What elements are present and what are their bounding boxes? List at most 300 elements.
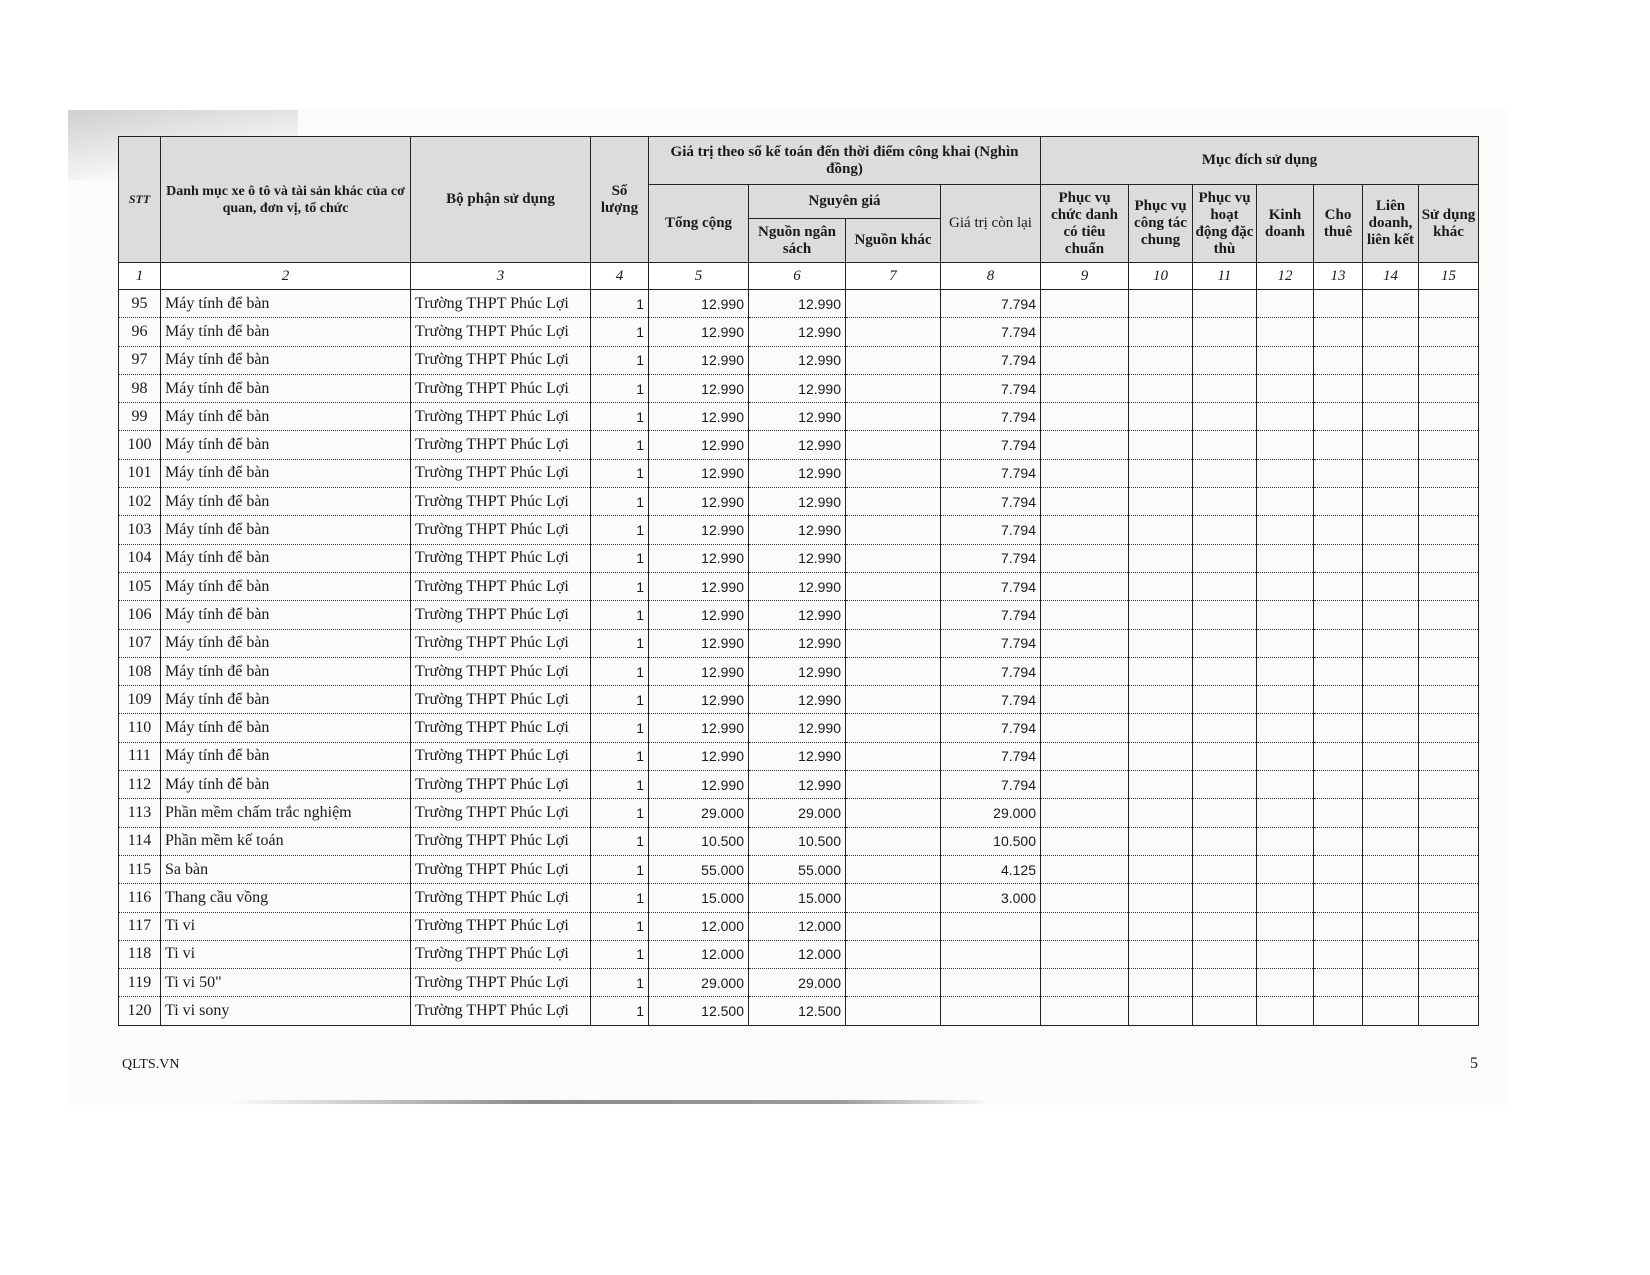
row-purpose-cell — [1041, 771, 1129, 799]
row-department: Trường THPT Phúc Lợi — [411, 912, 591, 940]
row-purpose-cell — [1419, 884, 1479, 912]
row-other-source — [846, 912, 941, 940]
row-budget-source: 12.990 — [749, 714, 846, 742]
row-stt: 109 — [119, 686, 161, 714]
row-total: 29.000 — [649, 969, 749, 997]
row-purpose-cell — [1257, 940, 1314, 968]
row-quantity: 1 — [591, 459, 649, 487]
row-stt: 119 — [119, 969, 161, 997]
row-purpose-cell — [1193, 488, 1257, 516]
row-quantity: 1 — [591, 657, 649, 685]
column-number: 8 — [941, 263, 1041, 290]
row-purpose-cell — [1314, 714, 1363, 742]
row-total: 29.000 — [649, 799, 749, 827]
row-quantity: 1 — [591, 374, 649, 402]
row-stt: 120 — [119, 997, 161, 1025]
row-purpose-cell — [1193, 629, 1257, 657]
row-budget-source: 10.500 — [749, 827, 846, 855]
row-department: Trường THPT Phúc Lợi — [411, 884, 591, 912]
row-purpose-cell — [1419, 799, 1479, 827]
row-purpose-cell — [1129, 686, 1193, 714]
row-purpose-cell — [1363, 884, 1419, 912]
row-department: Trường THPT Phúc Lợi — [411, 855, 591, 883]
row-purpose-cell — [1314, 742, 1363, 770]
row-stt: 103 — [119, 516, 161, 544]
row-remaining-value: 7.794 — [941, 572, 1041, 600]
row-remaining-value: 7.794 — [941, 459, 1041, 487]
row-purpose-cell — [1363, 771, 1419, 799]
row-purpose-cell — [1314, 346, 1363, 374]
row-purpose-cell — [1257, 346, 1314, 374]
table-row — [119, 771, 1479, 799]
row-purpose-cell — [1419, 742, 1479, 770]
row-purpose-cell — [1193, 771, 1257, 799]
row-remaining-value: 7.794 — [941, 657, 1041, 685]
row-purpose-cell — [1129, 742, 1193, 770]
row-department: Trường THPT Phúc Lợi — [411, 318, 591, 346]
row-purpose-cell — [1314, 318, 1363, 346]
row-department: Trường THPT Phúc Lợi — [411, 572, 591, 600]
row-purpose-cell — [1419, 459, 1479, 487]
column-number: 13 — [1314, 263, 1363, 290]
row-stt: 115 — [119, 855, 161, 883]
header-quantity: Số lượng — [591, 137, 649, 263]
row-department: Trường THPT Phúc Lợi — [411, 827, 591, 855]
row-asset-name: Máy tính để bàn — [161, 686, 411, 714]
row-stt: 110 — [119, 714, 161, 742]
row-purpose-cell — [1193, 346, 1257, 374]
row-purpose-cell — [1041, 855, 1129, 883]
row-purpose-cell — [1363, 714, 1419, 742]
row-purpose-cell — [1193, 884, 1257, 912]
row-other-source — [846, 318, 941, 346]
row-budget-source: 12.000 — [749, 912, 846, 940]
row-other-source — [846, 346, 941, 374]
row-other-source — [846, 884, 941, 912]
row-purpose-cell — [1314, 940, 1363, 968]
row-purpose-cell — [1363, 799, 1419, 827]
row-purpose-cell — [1041, 318, 1129, 346]
row-stt: 97 — [119, 346, 161, 374]
row-purpose-cell — [1193, 940, 1257, 968]
row-remaining-value: 3.000 — [941, 884, 1041, 912]
row-purpose-cell — [1257, 459, 1314, 487]
row-purpose-cell — [1129, 771, 1193, 799]
column-number: 10 — [1129, 263, 1193, 290]
row-purpose-cell — [1129, 516, 1193, 544]
row-other-source — [846, 403, 941, 431]
row-quantity: 1 — [591, 855, 649, 883]
header-purpose-joint: Liên doanh, liên kết — [1363, 185, 1419, 263]
column-number: 11 — [1193, 263, 1257, 290]
row-purpose-cell — [1257, 629, 1314, 657]
row-department: Trường THPT Phúc Lợi — [411, 742, 591, 770]
row-purpose-cell — [1363, 544, 1419, 572]
row-remaining-value: 7.794 — [941, 318, 1041, 346]
row-total: 12.990 — [649, 601, 749, 629]
column-number: 12 — [1257, 263, 1314, 290]
row-other-source — [846, 516, 941, 544]
row-purpose-cell — [1363, 969, 1419, 997]
row-stt: 105 — [119, 572, 161, 600]
row-total: 10.500 — [649, 827, 749, 855]
row-department: Trường THPT Phúc Lợi — [411, 629, 591, 657]
table-row — [119, 940, 1479, 968]
row-purpose-cell — [1314, 431, 1363, 459]
header-purpose-group: Mục đích sử dụng — [1041, 137, 1479, 185]
row-purpose-cell — [1257, 714, 1314, 742]
row-purpose-cell — [1041, 601, 1129, 629]
row-purpose-cell — [1363, 601, 1419, 629]
row-department: Trường THPT Phúc Lợi — [411, 346, 591, 374]
row-remaining-value: 7.794 — [941, 403, 1041, 431]
row-purpose-cell — [1257, 827, 1314, 855]
row-quantity: 1 — [591, 997, 649, 1025]
row-purpose-cell — [1129, 459, 1193, 487]
row-other-source — [846, 657, 941, 685]
row-asset-name: Máy tính để bàn — [161, 771, 411, 799]
row-total: 12.990 — [649, 431, 749, 459]
row-asset-name: Máy tính để bàn — [161, 601, 411, 629]
row-purpose-cell — [1193, 601, 1257, 629]
header-total: Tổng cộng — [649, 185, 749, 263]
row-remaining-value — [941, 940, 1041, 968]
row-remaining-value — [941, 997, 1041, 1025]
row-total: 12.990 — [649, 346, 749, 374]
row-purpose-cell — [1363, 912, 1419, 940]
table-row — [119, 403, 1479, 431]
row-purpose-cell — [1314, 290, 1363, 318]
table-row — [119, 488, 1479, 516]
row-purpose-cell — [1041, 714, 1129, 742]
row-stt: 100 — [119, 431, 161, 459]
row-purpose-cell — [1257, 601, 1314, 629]
row-purpose-cell — [1129, 601, 1193, 629]
row-purpose-cell — [1129, 403, 1193, 431]
table-row — [119, 318, 1479, 346]
row-purpose-cell — [1314, 884, 1363, 912]
row-total: 12.500 — [649, 997, 749, 1025]
row-department: Trường THPT Phúc Lợi — [411, 686, 591, 714]
row-purpose-cell — [1363, 742, 1419, 770]
row-purpose-cell — [1314, 629, 1363, 657]
row-purpose-cell — [1257, 374, 1314, 402]
row-purpose-cell — [1419, 488, 1479, 516]
row-purpose-cell — [1041, 827, 1129, 855]
row-department: Trường THPT Phúc Lợi — [411, 969, 591, 997]
table-row — [119, 601, 1479, 629]
row-other-source — [846, 431, 941, 459]
table-row — [119, 912, 1479, 940]
row-purpose-cell — [1129, 827, 1193, 855]
row-quantity: 1 — [591, 516, 649, 544]
row-other-source — [846, 771, 941, 799]
row-asset-name: Phần mềm chấm trắc nghiệm — [161, 799, 411, 827]
table-row — [119, 714, 1479, 742]
row-purpose-cell — [1363, 488, 1419, 516]
row-budget-source: 12.990 — [749, 572, 846, 600]
row-budget-source: 12.990 — [749, 290, 846, 318]
row-purpose-cell — [1257, 431, 1314, 459]
row-asset-name: Máy tính để bàn — [161, 459, 411, 487]
row-purpose-cell — [1363, 686, 1419, 714]
row-department: Trường THPT Phúc Lợi — [411, 601, 591, 629]
row-budget-source: 29.000 — [749, 969, 846, 997]
row-department: Trường THPT Phúc Lợi — [411, 290, 591, 318]
row-budget-source: 12.990 — [749, 459, 846, 487]
row-asset-name: Thang cầu vồng — [161, 884, 411, 912]
row-purpose-cell — [1129, 544, 1193, 572]
row-quantity: 1 — [591, 290, 649, 318]
row-purpose-cell — [1314, 459, 1363, 487]
row-purpose-cell — [1129, 799, 1193, 827]
row-purpose-cell — [1363, 827, 1419, 855]
row-purpose-cell — [1041, 912, 1129, 940]
row-budget-source: 12.990 — [749, 601, 846, 629]
row-purpose-cell — [1257, 742, 1314, 770]
row-purpose-cell — [1129, 318, 1193, 346]
row-budget-source: 12.990 — [749, 488, 846, 516]
row-stt: 118 — [119, 940, 161, 968]
row-budget-source: 12.990 — [749, 346, 846, 374]
row-purpose-cell — [1257, 290, 1314, 318]
row-purpose-cell — [1363, 346, 1419, 374]
row-asset-name: Máy tính để bàn — [161, 629, 411, 657]
row-purpose-cell — [1257, 516, 1314, 544]
row-budget-source: 12.500 — [749, 997, 846, 1025]
row-remaining-value: 7.794 — [941, 374, 1041, 402]
row-purpose-cell — [1314, 572, 1363, 600]
row-purpose-cell — [1257, 686, 1314, 714]
row-total: 12.990 — [649, 459, 749, 487]
row-remaining-value: 7.794 — [941, 686, 1041, 714]
row-purpose-cell — [1193, 714, 1257, 742]
row-purpose-cell — [1257, 969, 1314, 997]
row-asset-name: Ti vi — [161, 940, 411, 968]
row-department: Trường THPT Phúc Lợi — [411, 403, 591, 431]
row-purpose-cell — [1041, 290, 1129, 318]
row-purpose-cell — [1419, 657, 1479, 685]
row-quantity: 1 — [591, 544, 649, 572]
row-asset-name: Sa bàn — [161, 855, 411, 883]
row-purpose-cell — [1129, 431, 1193, 459]
row-purpose-cell — [1314, 827, 1363, 855]
row-other-source — [846, 290, 941, 318]
row-quantity: 1 — [591, 912, 649, 940]
row-remaining-value: 7.794 — [941, 346, 1041, 374]
row-purpose-cell — [1041, 488, 1129, 516]
column-number-row — [119, 263, 1479, 290]
row-quantity: 1 — [591, 742, 649, 770]
row-total: 12.990 — [649, 771, 749, 799]
row-stt: 104 — [119, 544, 161, 572]
header-purpose-general: Phục vụ công tác chung — [1129, 185, 1193, 263]
row-remaining-value: 7.794 — [941, 629, 1041, 657]
row-total: 12.990 — [649, 516, 749, 544]
row-department: Trường THPT Phúc Lợi — [411, 431, 591, 459]
row-purpose-cell — [1314, 771, 1363, 799]
row-purpose-cell — [1419, 318, 1479, 346]
row-department: Trường THPT Phúc Lợi — [411, 374, 591, 402]
row-purpose-cell — [1193, 403, 1257, 431]
header-original-price: Nguyên giá — [749, 185, 941, 219]
row-purpose-cell — [1193, 431, 1257, 459]
row-budget-source: 12.990 — [749, 403, 846, 431]
row-purpose-cell — [1419, 912, 1479, 940]
row-budget-source: 15.000 — [749, 884, 846, 912]
row-budget-source: 12.990 — [749, 516, 846, 544]
row-purpose-cell — [1314, 601, 1363, 629]
row-other-source — [846, 572, 941, 600]
row-asset-name: Máy tính để bàn — [161, 374, 411, 402]
table-row — [119, 855, 1479, 883]
row-purpose-cell — [1193, 459, 1257, 487]
row-asset-name: Máy tính để bàn — [161, 318, 411, 346]
row-purpose-cell — [1129, 912, 1193, 940]
row-department: Trường THPT Phúc Lợi — [411, 771, 591, 799]
row-purpose-cell — [1419, 997, 1479, 1025]
row-asset-name: Máy tính để bàn — [161, 346, 411, 374]
row-purpose-cell — [1129, 855, 1193, 883]
row-budget-source: 12.990 — [749, 318, 846, 346]
row-purpose-cell — [1363, 516, 1419, 544]
row-total: 12.990 — [649, 686, 749, 714]
row-asset-name: Máy tính để bàn — [161, 431, 411, 459]
row-total: 12.000 — [649, 912, 749, 940]
column-number: 2 — [161, 263, 411, 290]
row-budget-source: 12.990 — [749, 742, 846, 770]
row-remaining-value: 7.794 — [941, 742, 1041, 770]
row-remaining-value: 7.794 — [941, 290, 1041, 318]
row-budget-source: 29.000 — [749, 799, 846, 827]
row-purpose-cell — [1363, 431, 1419, 459]
row-department: Trường THPT Phúc Lợi — [411, 799, 591, 827]
row-purpose-cell — [1314, 686, 1363, 714]
row-asset-name: Máy tính để bàn — [161, 488, 411, 516]
header-stt: STT — [119, 137, 161, 263]
row-purpose-cell — [1129, 940, 1193, 968]
row-purpose-cell — [1041, 884, 1129, 912]
row-budget-source: 12.990 — [749, 657, 846, 685]
row-stt: 116 — [119, 884, 161, 912]
row-quantity: 1 — [591, 827, 649, 855]
row-purpose-cell — [1129, 997, 1193, 1025]
row-purpose-cell — [1363, 318, 1419, 346]
column-number: 4 — [591, 263, 649, 290]
row-purpose-cell — [1419, 403, 1479, 431]
row-purpose-cell — [1041, 572, 1129, 600]
row-asset-name: Máy tính để bàn — [161, 516, 411, 544]
row-quantity: 1 — [591, 969, 649, 997]
row-purpose-cell — [1419, 516, 1479, 544]
row-other-source — [846, 544, 941, 572]
row-purpose-cell — [1041, 686, 1129, 714]
row-stt: 101 — [119, 459, 161, 487]
row-remaining-value — [941, 912, 1041, 940]
row-purpose-cell — [1041, 657, 1129, 685]
row-purpose-cell — [1363, 374, 1419, 402]
header-purpose-special: Phục vụ hoạt động đặc thù — [1193, 185, 1257, 263]
row-remaining-value: 7.794 — [941, 516, 1041, 544]
row-purpose-cell — [1041, 742, 1129, 770]
row-purpose-cell — [1129, 884, 1193, 912]
row-other-source — [846, 686, 941, 714]
row-purpose-cell — [1041, 799, 1129, 827]
row-other-source — [846, 601, 941, 629]
row-purpose-cell — [1257, 855, 1314, 883]
table-row — [119, 290, 1479, 318]
table-body — [119, 290, 1479, 1026]
row-department: Trường THPT Phúc Lợi — [411, 714, 591, 742]
row-other-source — [846, 827, 941, 855]
row-stt: 95 — [119, 290, 161, 318]
row-asset-name: Ti vi sony — [161, 997, 411, 1025]
row-stt: 113 — [119, 799, 161, 827]
row-purpose-cell — [1257, 544, 1314, 572]
table-row — [119, 516, 1479, 544]
row-total: 12.990 — [649, 488, 749, 516]
row-purpose-cell — [1419, 601, 1479, 629]
row-purpose-cell — [1419, 572, 1479, 600]
row-purpose-cell — [1314, 516, 1363, 544]
table-row — [119, 799, 1479, 827]
row-purpose-cell — [1314, 969, 1363, 997]
row-asset-name: Máy tính để bàn — [161, 544, 411, 572]
row-purpose-cell — [1419, 969, 1479, 997]
row-purpose-cell — [1257, 657, 1314, 685]
row-purpose-cell — [1129, 629, 1193, 657]
row-total: 12.990 — [649, 403, 749, 431]
column-number: 15 — [1419, 263, 1479, 290]
row-department: Trường THPT Phúc Lợi — [411, 516, 591, 544]
header-budget-source: Nguồn ngân sách — [749, 219, 846, 263]
row-purpose-cell — [1257, 403, 1314, 431]
row-purpose-cell — [1419, 544, 1479, 572]
table-row — [119, 884, 1479, 912]
row-budget-source: 12.990 — [749, 431, 846, 459]
row-purpose-cell — [1129, 572, 1193, 600]
row-total: 12.990 — [649, 714, 749, 742]
row-purpose-cell — [1314, 997, 1363, 1025]
row-quantity: 1 — [591, 629, 649, 657]
row-remaining-value: 7.794 — [941, 771, 1041, 799]
header-purpose-other: Sử dụng khác — [1419, 185, 1479, 263]
row-asset-name: Máy tính để bàn — [161, 742, 411, 770]
row-other-source — [846, 855, 941, 883]
row-stt: 106 — [119, 601, 161, 629]
row-purpose-cell — [1041, 997, 1129, 1025]
row-quantity: 1 — [591, 488, 649, 516]
row-stt: 107 — [119, 629, 161, 657]
header-purpose-rent: Cho thuê — [1314, 185, 1363, 263]
row-purpose-cell — [1314, 855, 1363, 883]
row-purpose-cell — [1193, 742, 1257, 770]
row-total: 55.000 — [649, 855, 749, 883]
asset-table — [118, 136, 1479, 1026]
row-other-source — [846, 799, 941, 827]
row-purpose-cell — [1363, 855, 1419, 883]
row-department: Trường THPT Phúc Lợi — [411, 488, 591, 516]
row-purpose-cell — [1193, 969, 1257, 997]
row-purpose-cell — [1314, 374, 1363, 402]
page-number: 5 — [1470, 1055, 1478, 1072]
row-total: 12.990 — [649, 629, 749, 657]
table-row — [119, 572, 1479, 600]
column-number: 5 — [649, 263, 749, 290]
row-stt: 96 — [119, 318, 161, 346]
row-quantity: 1 — [591, 403, 649, 431]
row-quantity: 1 — [591, 572, 649, 600]
